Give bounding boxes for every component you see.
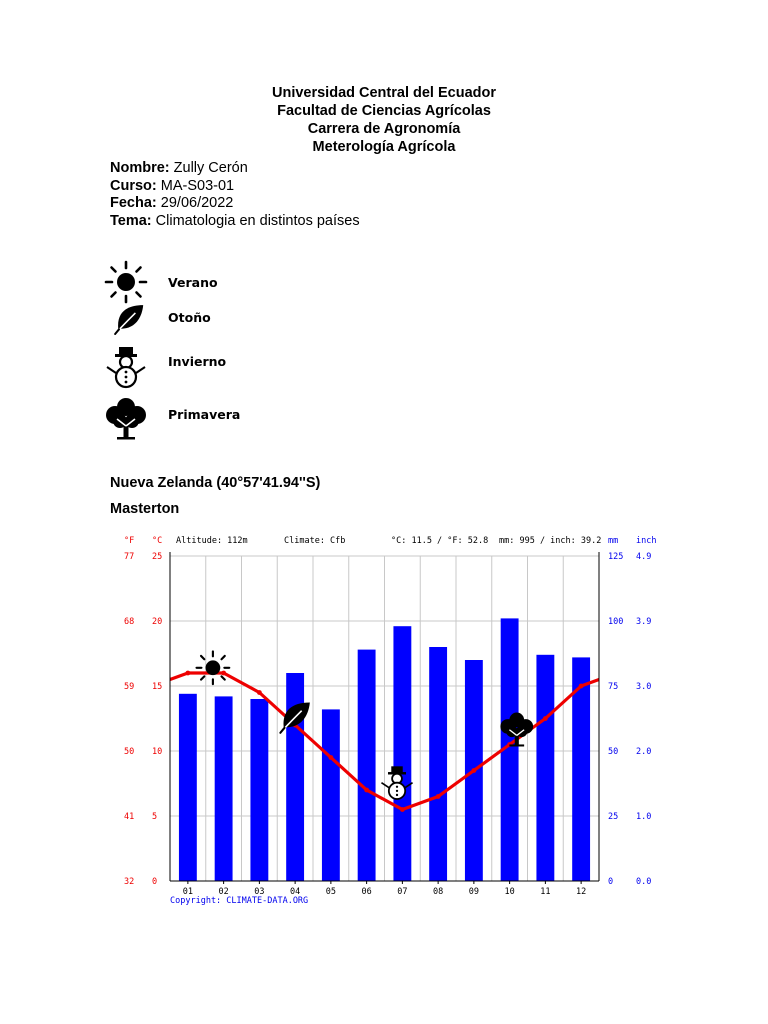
student-info: [110, 160, 360, 230]
c-tick-label: 5: [152, 812, 158, 822]
country-title: Nueva Zelanda (40°57'41.94''S): [110, 475, 321, 491]
leaf-icon: [104, 298, 148, 342]
city-title: Masterton: [110, 501, 180, 517]
temp-point: [543, 716, 548, 721]
temp-point: [400, 807, 405, 812]
f-tick-label: 50: [124, 747, 135, 757]
precip-summary-label: mm: 995 / inch: 39.2: [499, 536, 602, 546]
info-nombre: Nombre: Zully Cerón: [110, 160, 248, 176]
x-tick-label: 10: [504, 887, 515, 897]
x-tick-label: 04: [290, 887, 301, 897]
x-tick-label: 05: [325, 887, 336, 897]
chart-header: [124, 536, 656, 546]
inch-tick-label: 4.9: [636, 552, 652, 562]
f-tick-label: 41: [124, 812, 135, 822]
x-tick-label: 11: [540, 887, 551, 897]
x-tick-label: 01: [182, 887, 193, 897]
inch-tick-label: 3.0: [636, 682, 652, 692]
mm-tick-label: 25: [608, 812, 619, 822]
temp-point: [221, 671, 226, 676]
f-tick-label: 77: [124, 552, 135, 562]
inch-unit-label: inch: [636, 536, 657, 546]
x-tick-label: 03: [254, 887, 265, 897]
legend-label: Invierno: [168, 354, 227, 369]
f-tick-label: 59: [124, 682, 135, 692]
c-tick-label: 15: [152, 682, 163, 692]
inch-tick-label: 3.9: [636, 617, 652, 627]
sun-icon: [197, 651, 230, 684]
mm-tick-label: 100: [608, 617, 624, 627]
precip-bar: [536, 655, 554, 881]
x-tick-label: 02: [218, 887, 229, 897]
climate-label: Climate: Cfb: [284, 536, 346, 546]
course-subject-title: Meterología Agrícola: [312, 139, 456, 155]
precip-bar: [322, 709, 340, 881]
document-header: [0, 84, 768, 156]
f-tick-label: 68: [124, 617, 135, 627]
temp-point: [364, 788, 369, 793]
x-tick-label: 07: [397, 887, 408, 897]
inch-tick-label: 1.0: [636, 812, 652, 822]
mm-tick-label: 50: [608, 747, 619, 757]
altitude-label: Altitude: 112m: [176, 536, 248, 546]
inch-tick-label: 2.0: [636, 747, 652, 757]
faculty-title: Facultad de Ciencias Agrícolas: [277, 103, 491, 119]
mm-tick-label: 75: [608, 682, 619, 692]
legend-label: Primavera: [168, 407, 241, 422]
chart-grid: [170, 556, 599, 881]
legend-label: Verano: [168, 275, 218, 290]
c-unit-label: °C: [152, 536, 163, 546]
tree-icon: [104, 396, 148, 440]
precip-bar: [179, 694, 197, 881]
x-tick-label: 06: [361, 887, 372, 897]
c-tick-label: 10: [152, 747, 163, 757]
mm-unit-label: mm: [608, 536, 619, 546]
temp-point: [436, 794, 441, 799]
temp-point: [185, 671, 190, 676]
x-tick-label: 12: [576, 887, 587, 897]
mm-tick-label: 125: [608, 552, 624, 562]
info-fecha: Fecha: 29/06/2022: [110, 195, 234, 211]
f-tick-label: 32: [124, 877, 135, 887]
precip-bar: [429, 647, 447, 881]
precip-bar: [250, 699, 268, 881]
university-title: Universidad Central del Ecuador: [271, 85, 496, 101]
precip-bar: [393, 626, 411, 881]
copyright-label: Copyright: CLIMATE-DATA.ORG: [170, 896, 309, 906]
inch-tick-label: 0.0: [636, 877, 652, 887]
x-tick-label: 08: [433, 887, 444, 897]
info-tema: Tema: Climatologia en distintos países: [110, 212, 360, 229]
precip-bar: [358, 650, 376, 881]
info-curso: Curso: MA-S03-01: [110, 177, 235, 194]
f-unit-label: °F: [124, 536, 135, 546]
temp-summary-label: °C: 11.5 / °F: 52.8: [391, 536, 489, 546]
c-tick-label: 20: [152, 617, 163, 627]
climate-chart: [104, 528, 664, 912]
precip-bar: [215, 696, 233, 881]
temp-point: [579, 684, 584, 689]
c-tick-label: 0: [152, 877, 158, 887]
career-title: Carrera de Agronomía: [307, 121, 461, 137]
snowman-icon: [104, 346, 148, 390]
temp-point: [328, 755, 333, 760]
c-tick-label: 25: [152, 552, 163, 562]
temp-point: [257, 690, 262, 695]
temp-point: [471, 768, 476, 773]
legend-label: Otoño: [168, 310, 211, 325]
x-tick-label: 09: [468, 887, 479, 897]
mm-tick-label: 0: [608, 877, 614, 887]
